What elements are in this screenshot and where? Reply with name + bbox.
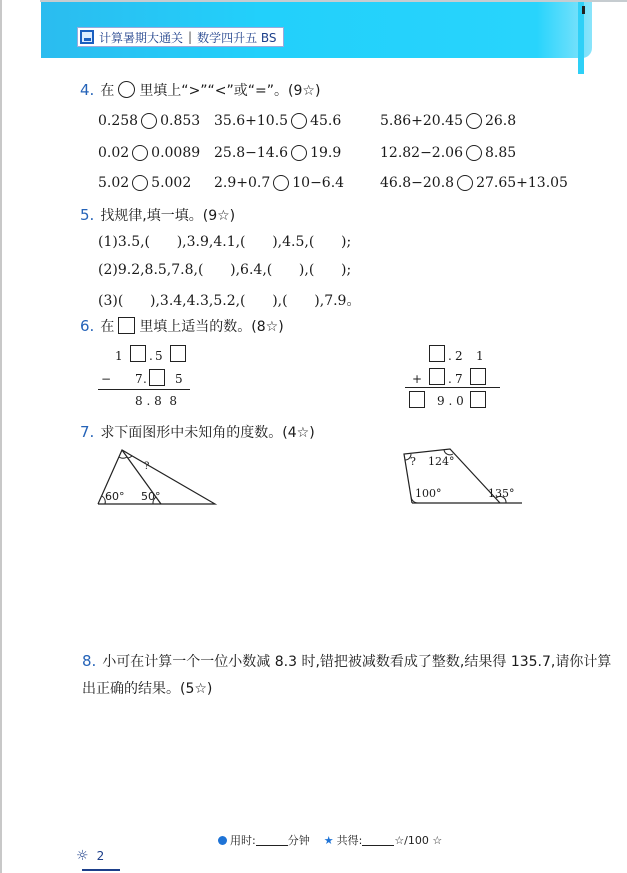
score-blank[interactable] [362,835,394,846]
digit: 5 [155,349,163,363]
digit: 7 [135,372,143,386]
q6-suffix: 里填上适当的数。(8☆) [139,319,284,335]
digit: 1 [476,349,484,363]
page-footer [76,848,104,864]
q6-prefix: 在 [100,319,115,335]
time-label: 用时: [230,834,256,847]
left-expression: 2.9+0.7 [214,175,271,191]
result-digits: 9 . 0 [437,394,464,408]
left-expression: 25.8−14.6 [214,145,289,161]
q5-line-2[interactable]: (2)9.2,8.5,7.8,( ),6.4,( ),( ); [98,262,352,278]
angle-label-100: 100° [415,487,442,500]
q4-heading [80,80,320,100]
answer-box[interactable] [409,391,425,408]
q4-prefix: 在 [100,83,115,99]
q4-number: 4. [80,81,95,99]
q7-title: 求下面图形中未知角的度数。(4☆) [100,425,315,441]
right-expression: 8.85 [484,145,517,161]
q7-number: 7. [80,423,95,441]
q8-text [82,648,622,703]
right-expression: 0.0089 [151,145,201,161]
answer-box[interactable] [149,369,165,386]
comparison-item [98,113,200,129]
clock-icon [218,836,227,845]
comparison-item [380,113,516,129]
unknown-angle: ? [144,461,150,472]
unknown-angle: ? [410,455,416,468]
left-expression: 5.86+20.45 [380,113,463,129]
score-label: 共得: [336,834,363,847]
q6-number: 6. [80,317,95,335]
digit: 5 [175,372,183,386]
document-icon [80,30,94,44]
q5-number: 5. [80,206,95,224]
compare-circle[interactable] [291,145,307,161]
left-expression: 5.02 [98,175,130,191]
answer-box[interactable] [170,345,186,362]
right-expression: 0.853 [160,113,201,129]
digit: 2 [455,349,463,363]
left-expression: 35.6+10.5 [214,113,289,129]
comparison-item [98,175,191,191]
angle-label-60: 60° [105,490,125,503]
compare-circle[interactable] [132,175,148,191]
compare-circle[interactable] [273,175,289,191]
left-expression: 46.8−20.8 [380,175,455,191]
answer-box[interactable] [429,345,445,362]
q5-heading [80,205,235,225]
book-subtitle: 数学四升五 BS [197,30,277,45]
q5-title: 找规律,填一填。(9☆) [100,208,236,224]
compare-circle[interactable] [132,145,148,161]
digit: . [448,349,452,363]
comparison-item [214,175,344,191]
compare-circle[interactable] [466,113,482,129]
digit: . [448,372,452,386]
right-expression: 5.002 [151,175,192,191]
star-icon: ★ [323,833,334,847]
q4-suffix: 里填上“>”“<”或“=”。(9☆) [139,83,321,99]
q5-line-3[interactable]: (3)( ),3.4,4.3,5.2,( ),( ),7.9。 [98,293,361,309]
angle-label-50: 50° [141,490,161,503]
left-expression: 12.82−2.06 [380,145,463,161]
book-title-box [77,27,284,47]
answer-box[interactable] [429,368,445,385]
comparison-item [214,113,341,129]
score-footer [218,832,442,848]
banner-mark [582,6,585,14]
answer-box[interactable] [470,391,486,408]
comparison-item [98,145,200,161]
q6-heading [80,316,284,336]
right-expression: 27.65+13.05 [476,175,568,191]
right-expression: 19.9 [310,145,342,161]
q5-line-1[interactable]: (1)3.5,( ),3.9,4.1,( ),4.5,( ); [98,234,352,250]
compare-circle[interactable] [141,113,157,129]
circle-icon [118,81,135,98]
sum-line [405,387,500,388]
page-number-underline [82,869,120,871]
q8-number: 8. [82,652,97,670]
sum-line [98,389,190,390]
left-expression: 0.02 [98,145,130,161]
score-suffix: ☆/100 ☆ [394,833,443,847]
angle-label-135: 135° [488,487,515,500]
digit: . [149,349,153,363]
title-separator: | [188,30,193,44]
answer-box[interactable] [130,345,146,362]
plus-sign: + [412,372,423,386]
q7-heading [80,422,315,442]
digit: 1 [115,349,123,363]
page-edge [0,0,2,873]
right-expression: 45.6 [310,113,342,129]
digit: 7 [455,372,463,386]
compare-circle[interactable] [466,145,482,161]
square-icon [118,317,135,334]
minus-sign: − [101,372,112,386]
result-digits: 8 . 8 8 [135,394,177,408]
book-title: 计算暑期大通关 [99,30,184,45]
left-expression: 0.258 [98,113,139,129]
digit: . [143,372,147,386]
comparison-item [214,145,341,161]
sun-icon: ☼ [76,848,89,864]
comparison-item [380,175,568,191]
angle-label-124: 124° [428,455,455,468]
comparison-item [380,145,516,161]
q8-body: 小可在计算一个一位小数减 8.3 时,错把被减数看成了整数,结果得 135.7,请你计算出正确的结果。(5☆) [82,654,612,697]
right-expression: 26.8 [484,113,517,129]
answer-box[interactable] [470,368,486,385]
compare-circle[interactable] [291,113,307,129]
page-number: 2 [96,849,105,863]
time-blank[interactable] [256,835,288,846]
time-unit: 分钟 [287,834,310,847]
compare-circle[interactable] [457,175,473,191]
right-expression: 10−6.4 [292,175,345,191]
